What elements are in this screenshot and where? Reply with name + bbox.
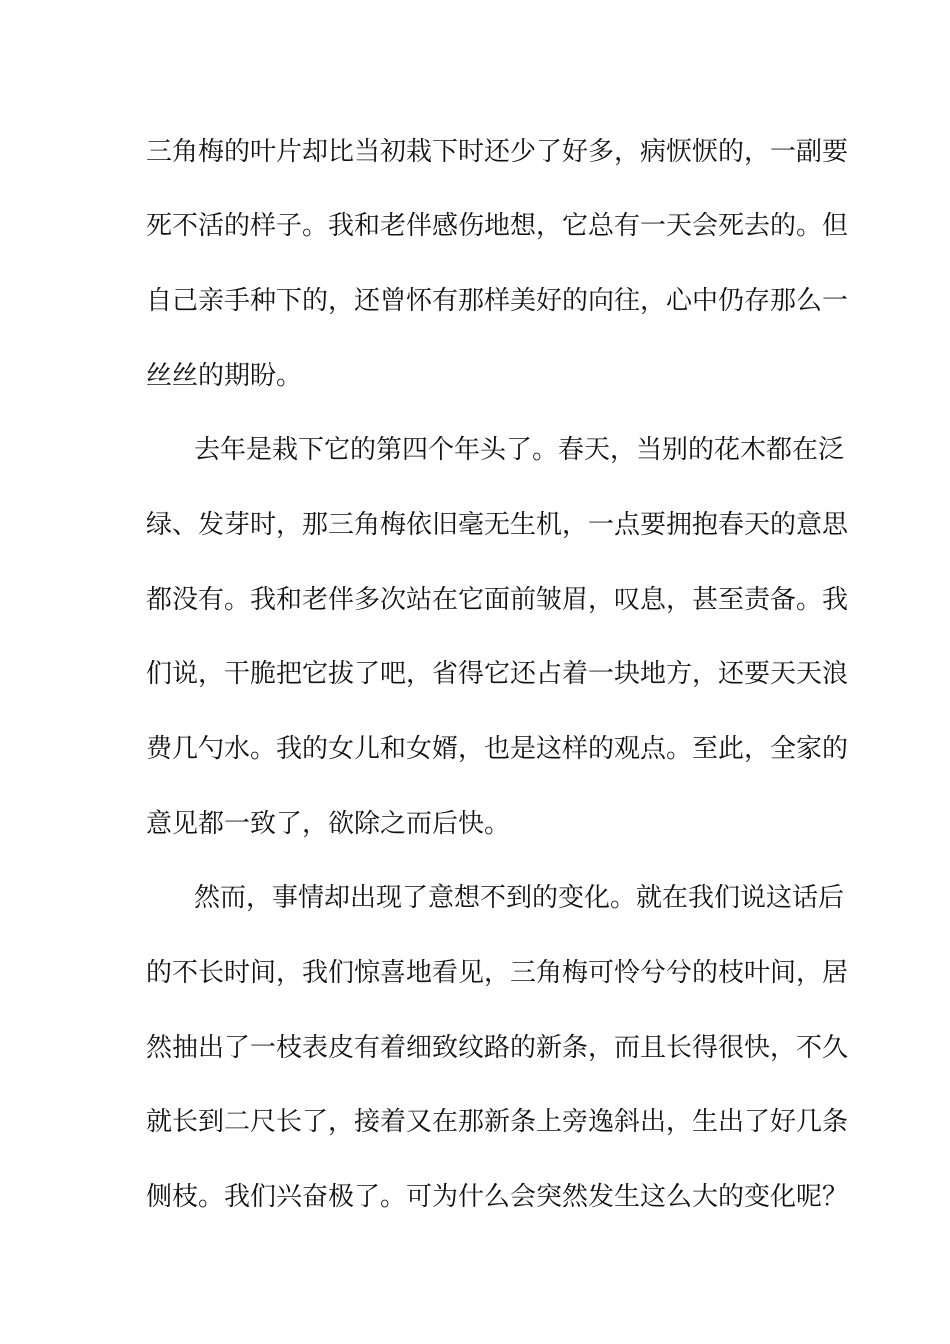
text-line: 们说，干脆把它拔了吧，省得它还占着一块地方，还要天天浪 bbox=[146, 659, 849, 689]
text-line: 自己亲手种下的，还曾怀有那样美好的向往，心中仍存那么一 bbox=[146, 286, 849, 316]
paragraph-first-line: 然而，事情却出现了意想不到的变化。就在我们说这话后 bbox=[194, 883, 845, 913]
text-line: 意见都一致了，欲除之而后快。 bbox=[146, 809, 511, 839]
text-line: 丝丝的期盼。 bbox=[146, 361, 303, 391]
text-line: 然抽出了一枝表皮有着细致纹路的新条，而且长得很快，不久 bbox=[146, 1033, 849, 1063]
text-line: 费几勺水。我的女儿和女婿，也是这样的观点。至此，全家的 bbox=[146, 734, 849, 764]
paragraph-first-line: 去年是栽下它的第四个年头了。春天，当别的花木都在泛 bbox=[194, 435, 845, 465]
text-line: 就长到二尺长了，接着又在那新条上旁逸斜出，生出了好几条 bbox=[146, 1107, 849, 1137]
text-line: 绿、发芽时，那三角梅依旧毫无生机，一点要拥抱春天的意思 bbox=[146, 510, 849, 540]
text-line: 死不活的样子。我和老伴感伤地想，它总有一天会死去的。但 bbox=[146, 211, 849, 241]
text-line: 都没有。我和老伴多次站在它面前皱眉，叹息，甚至责备。我 bbox=[146, 585, 849, 615]
text-line: 三角梅的叶片却比当初栽下时还少了好多，病恹恹的，一副要 bbox=[146, 137, 849, 167]
text-line: 侧枝。我们兴奋极了。可为什么会突然发生这么大的变化呢？ bbox=[146, 1182, 849, 1212]
text-line: 的不长时间，我们惊喜地看见，三角梅可怜兮兮的枝叶间，居 bbox=[146, 958, 849, 988]
